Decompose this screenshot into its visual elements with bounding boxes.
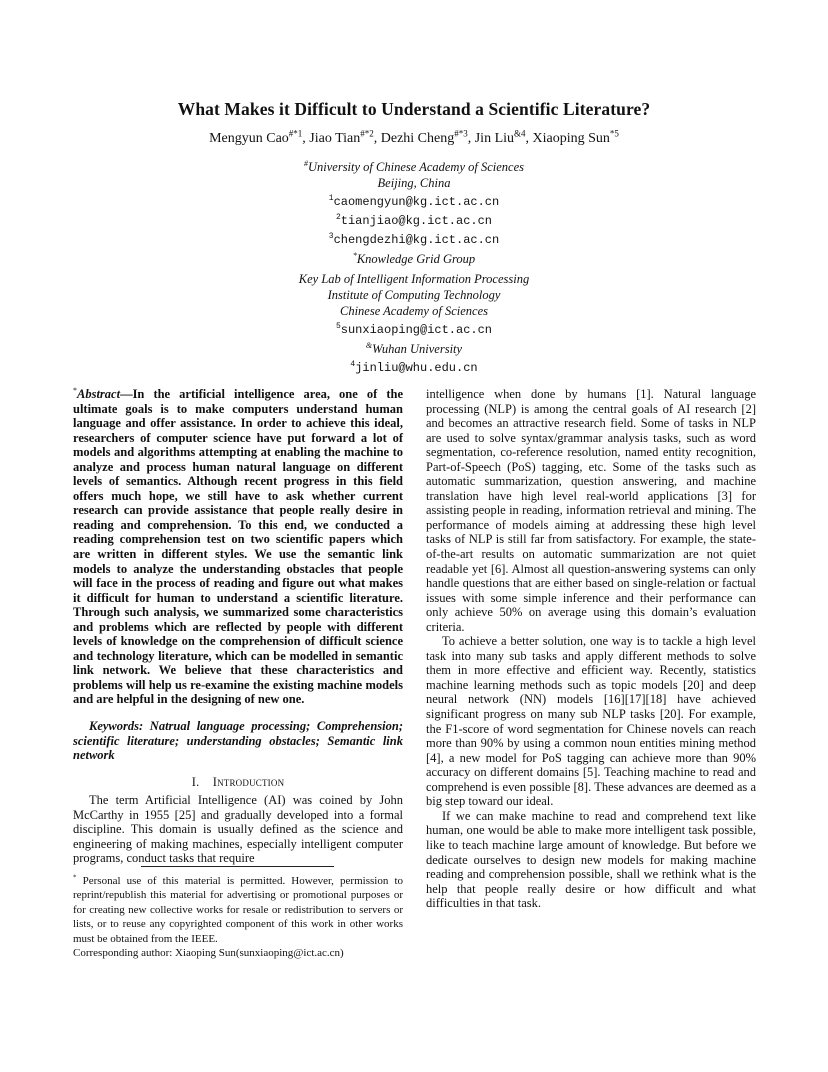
affiliation-lab: Key Lab of Intelligent Information Processing: [298, 272, 530, 286]
keywords: [73, 719, 403, 763]
body-paragraph: If we can make machine to read and comprehend text like human, one would be able to make more intelligent task possible, like to teach machine large amount of knowledge. But before we dedicate ourselves to design new models for making machine reading and comprehension possible, shall we rethink what is the help that people really desire or how difficult and what difficulties in that task.: [426, 808, 756, 911]
author-name: Mengyun Cao: [209, 131, 289, 146]
email-text: jinliu@whu.edu.cn: [355, 361, 478, 375]
abstract-lead: Abstract: [77, 387, 121, 401]
email-mark: 2: [335, 213, 341, 222]
email-mark: 5: [335, 322, 341, 331]
right-column: [426, 387, 756, 911]
affiliation-institute: Institute of Computing Technology: [327, 288, 501, 302]
footnote-text: Personal use of this material is permitted. However, permission to reprint/republish this material for advertising or promotional purposes or for creating new collective works for resale or redistribution to servers or lists, or to reuse any copyrighted component of this work in other works must be obtained from the IEEE.: [73, 875, 403, 945]
author-mark: #*2: [360, 128, 374, 139]
author-email: [0, 194, 828, 210]
affiliation-name: University of Chinese Academy of Sciences: [307, 160, 525, 174]
email-text: sunxiaoping@ict.ac.cn: [340, 323, 493, 337]
email-mark: 1: [328, 194, 334, 203]
email-text: caomengyun@kg.ict.ac.cn: [333, 195, 500, 209]
affiliation-mark: *: [352, 250, 357, 260]
author-email: [0, 232, 828, 248]
footnote: [73, 874, 403, 960]
author-mark: #*3: [454, 128, 468, 139]
abstract-dash: —: [120, 387, 133, 401]
email-text: tianjiao@kg.ict.ac.cn: [340, 214, 493, 228]
author-mark: *5: [609, 128, 619, 139]
author-list: Mengyun Cao$^{\#*1}$, Jiao Tian$^{\#*2}$, Dezhi Cheng$^{\#*3}$, Jin Liu$^{\&4}$, Xiaoping Sun$^{*5}$: [209, 128, 619, 146]
author-name: Xiaoping Sun: [532, 131, 610, 146]
affiliation-kgg: [0, 251, 828, 267]
footnote-body: [73, 874, 403, 946]
section-number: I.: [191, 774, 200, 789]
body-paragraph: To achieve a better solution, one way is to tackle a high level task into many sub tasks and apply different methods to solve them in more effective and efficient way. Recently, statistics machine learning methods such as topic models [20] and deep neural network (NN) models [16][17][18] have achieved significant progress on many sub NLP tasks [20]. For example, the F1-score of word segmentation for Chinese novels can reach more than 90% by using a common noun entities mining method [4], a new model for PoS tagging can achieve more than 90% accuracy on different domains [5]. Teaching machine to read and comprehend is even possible [8]. These advances are deemed as a big step toward our ideal.: [426, 634, 756, 809]
author-mark: #*1: [288, 128, 303, 139]
author-name: Dezhi Cheng: [380, 131, 455, 146]
affiliation-mark: &: [365, 340, 373, 350]
affiliation-ucas: [0, 159, 828, 175]
affiliation-city: Beijing, China: [377, 176, 451, 190]
footnote-mark: *: [73, 873, 77, 882]
affiliation-academy: Chinese Academy of Sciences: [340, 304, 488, 318]
author-email: [0, 360, 828, 376]
abstract-text: In the artificial intelligence area, one of the ultimate goals is to make computers understand human language and offer assistance. In order to achieve this ideal, researchers of computer science have put forward a lot of models and algorithms attempting at enabling the machine to analyze and process human natural language on different levels of semantics. Although recent progress in this field offers much hope, we still have to ask whether current research can provide assistance that people really desire in reading and comprehension. To this end, we conducted a reading comprehension test on two scientific papers which are written in different styles. We use the semantic link models to analyze the understanding obstacles that people will face in the process of reading and figure out what makes it difficult for human to understand a scientific literature. Through such analysis, we summarized some characteristics and problems which are reflected by people with different levels of knowledge on the comprehension of difficult science and technology literature, which can be modelled in semantic link network. We believe that these characteristics and problems will help us re-examine the existing machine models and are helpful in the designing of new one.: [73, 387, 403, 707]
keywords-text: Natrual language processing; Comprehension; scientific literature; understanding obstacles; Semantic link network: [73, 719, 404, 763]
author-name: Jin Liu: [474, 131, 515, 146]
body-paragraph: The term Artificial Intelligence (AI) was coined by John McCarthy in 1955 [25] and gradually developed into a formal discipline. This domain is usually defined as the science and engineering of making machines, especially intelligent computer programs, conduct tasks that require: [73, 793, 403, 866]
author-email: [0, 213, 828, 229]
email-mark: 3: [328, 232, 334, 241]
left-column: [73, 387, 403, 866]
footnote-rule: [141, 866, 334, 867]
keywords-lead: Keywords:: [89, 719, 144, 734]
paper-title: What Makes it Difficult to Understand a Scientific Literature?: [177, 99, 651, 119]
affiliation-name: Wuhan University: [372, 342, 463, 356]
affiliation-mark: #: [303, 158, 308, 168]
abstract-mark: *: [73, 385, 77, 395]
section-heading: [73, 775, 403, 790]
affiliation-name: Knowledge Grid Group: [356, 252, 476, 266]
abstract: [73, 387, 403, 707]
author-name: Jiao Tian: [309, 131, 361, 146]
email-mark: 4: [350, 360, 356, 369]
email-text: chengdezhi@kg.ict.ac.cn: [333, 233, 500, 247]
author-mark: &4: [514, 128, 526, 139]
corresponding-author: Corresponding author: Xiaoping Sun(sunxiaoping@ict.ac.cn): [73, 947, 344, 960]
affiliation-block: [0, 159, 828, 376]
body-paragraph: intelligence when done by humans [1]. Natural language processing (NLP) is among the central goals of AI research [2] and becomes an attractive research field. Some of tasks in NLP are used to solve syntax/grammar analysis tasks, such as word segmentation, co-reference resolution, named entity recognition, Part-of-Speech (PoS) tagging, etc. Some of the tasks such as automatic summarization, question answering, and machine translation have high level real-world applications [3] for assisting people in reading, information retrieval and mining. The performance of models aiming at addressing these high level tasks of NLP is still far from satisfactory. For example, the state-of-the-art results on automatic summarization are not quiet readable yet [6]. Almost all question-answering systems can only handle questions that are either based on single-relation or factual issues with some simple inference and their performance can only achieve 50% on average using this domain’s evaluation criteria.: [426, 387, 756, 634]
section-title: Introduction: [212, 774, 285, 789]
author-email: [0, 322, 828, 338]
affiliation-whu: [0, 341, 828, 357]
